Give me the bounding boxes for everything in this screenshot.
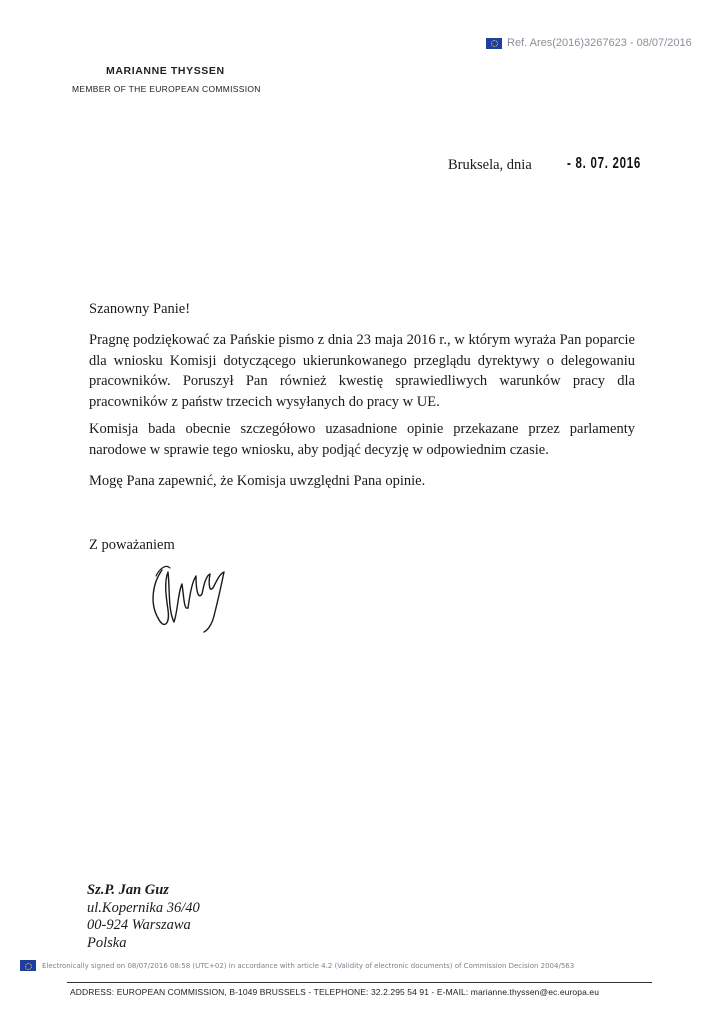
letter-paragraph-3: Mogę Pana zapewnić, że Komisja uwzględni Pana opinie. <box>89 473 426 489</box>
sender-role: MEMBER OF THE EUROPEAN COMMISSION <box>72 84 261 94</box>
recipient-address <box>87 882 200 952</box>
salutation: Szanowny Panie! <box>89 301 191 317</box>
letter-paragraph-2: Komisja bada obecnie szczegółowo uzasadnione opinie przekazane przez parlamenty narodowe w sprawie tego wniosku, aby podjąć decyzję w odpowiednim czasie. <box>89 421 635 458</box>
letter-paragraph-1: Pragnę podziękować za Pańskie pismo z dnia 23 maja 2016 r., w którym wyraża Pan poparcie dla wniosku Komisji dotyczącego ukierunkowanego przeglądu dyrektywy o delegowaniu pracowników. Poruszył Pan również kwestię sprawiedliwych warunków pracy dla pracowników z państw trzecich wysyłanych do pracy w UE. <box>89 332 635 410</box>
reference-text: Ref. Ares(2016)3267623 - 08/07/2016 <box>507 37 692 49</box>
recipient-country: Polska <box>87 934 127 951</box>
esignature-text: Electronically signed on 08/07/2016 08:58 (UTC+02) in accordance with article 4.2 (Validity of electronic documents) of Commission Decision 2004/563 <box>42 961 575 970</box>
footer-divider <box>67 982 652 983</box>
recipient-city: 00-924 Warszawa <box>87 917 191 933</box>
reference-stamp <box>486 37 692 49</box>
eu-flag-icon <box>20 960 36 971</box>
sender-name: MARIANNE THYSSEN <box>106 65 225 77</box>
electronic-signature-note <box>20 960 574 971</box>
recipient-name: Sz.P. Jan Guz <box>87 882 169 898</box>
eu-flag-icon <box>486 38 502 49</box>
closing: Z poważaniem <box>89 537 175 553</box>
handwritten-signature <box>148 560 228 635</box>
dateline-place: Bruksela, dnia <box>448 157 532 173</box>
recipient-street: ul.Kopernika 36/40 <box>87 899 200 916</box>
footer-address: ADDRESS: EUROPEAN COMMISSION, B-1049 BRUSSELS - TELEPHONE: 32.2.295 54 91 - E-MAIL: marianne.thyssen@ec.europa.eu <box>70 987 600 997</box>
date-stamp: - 8. 07. 2016 <box>567 155 642 172</box>
